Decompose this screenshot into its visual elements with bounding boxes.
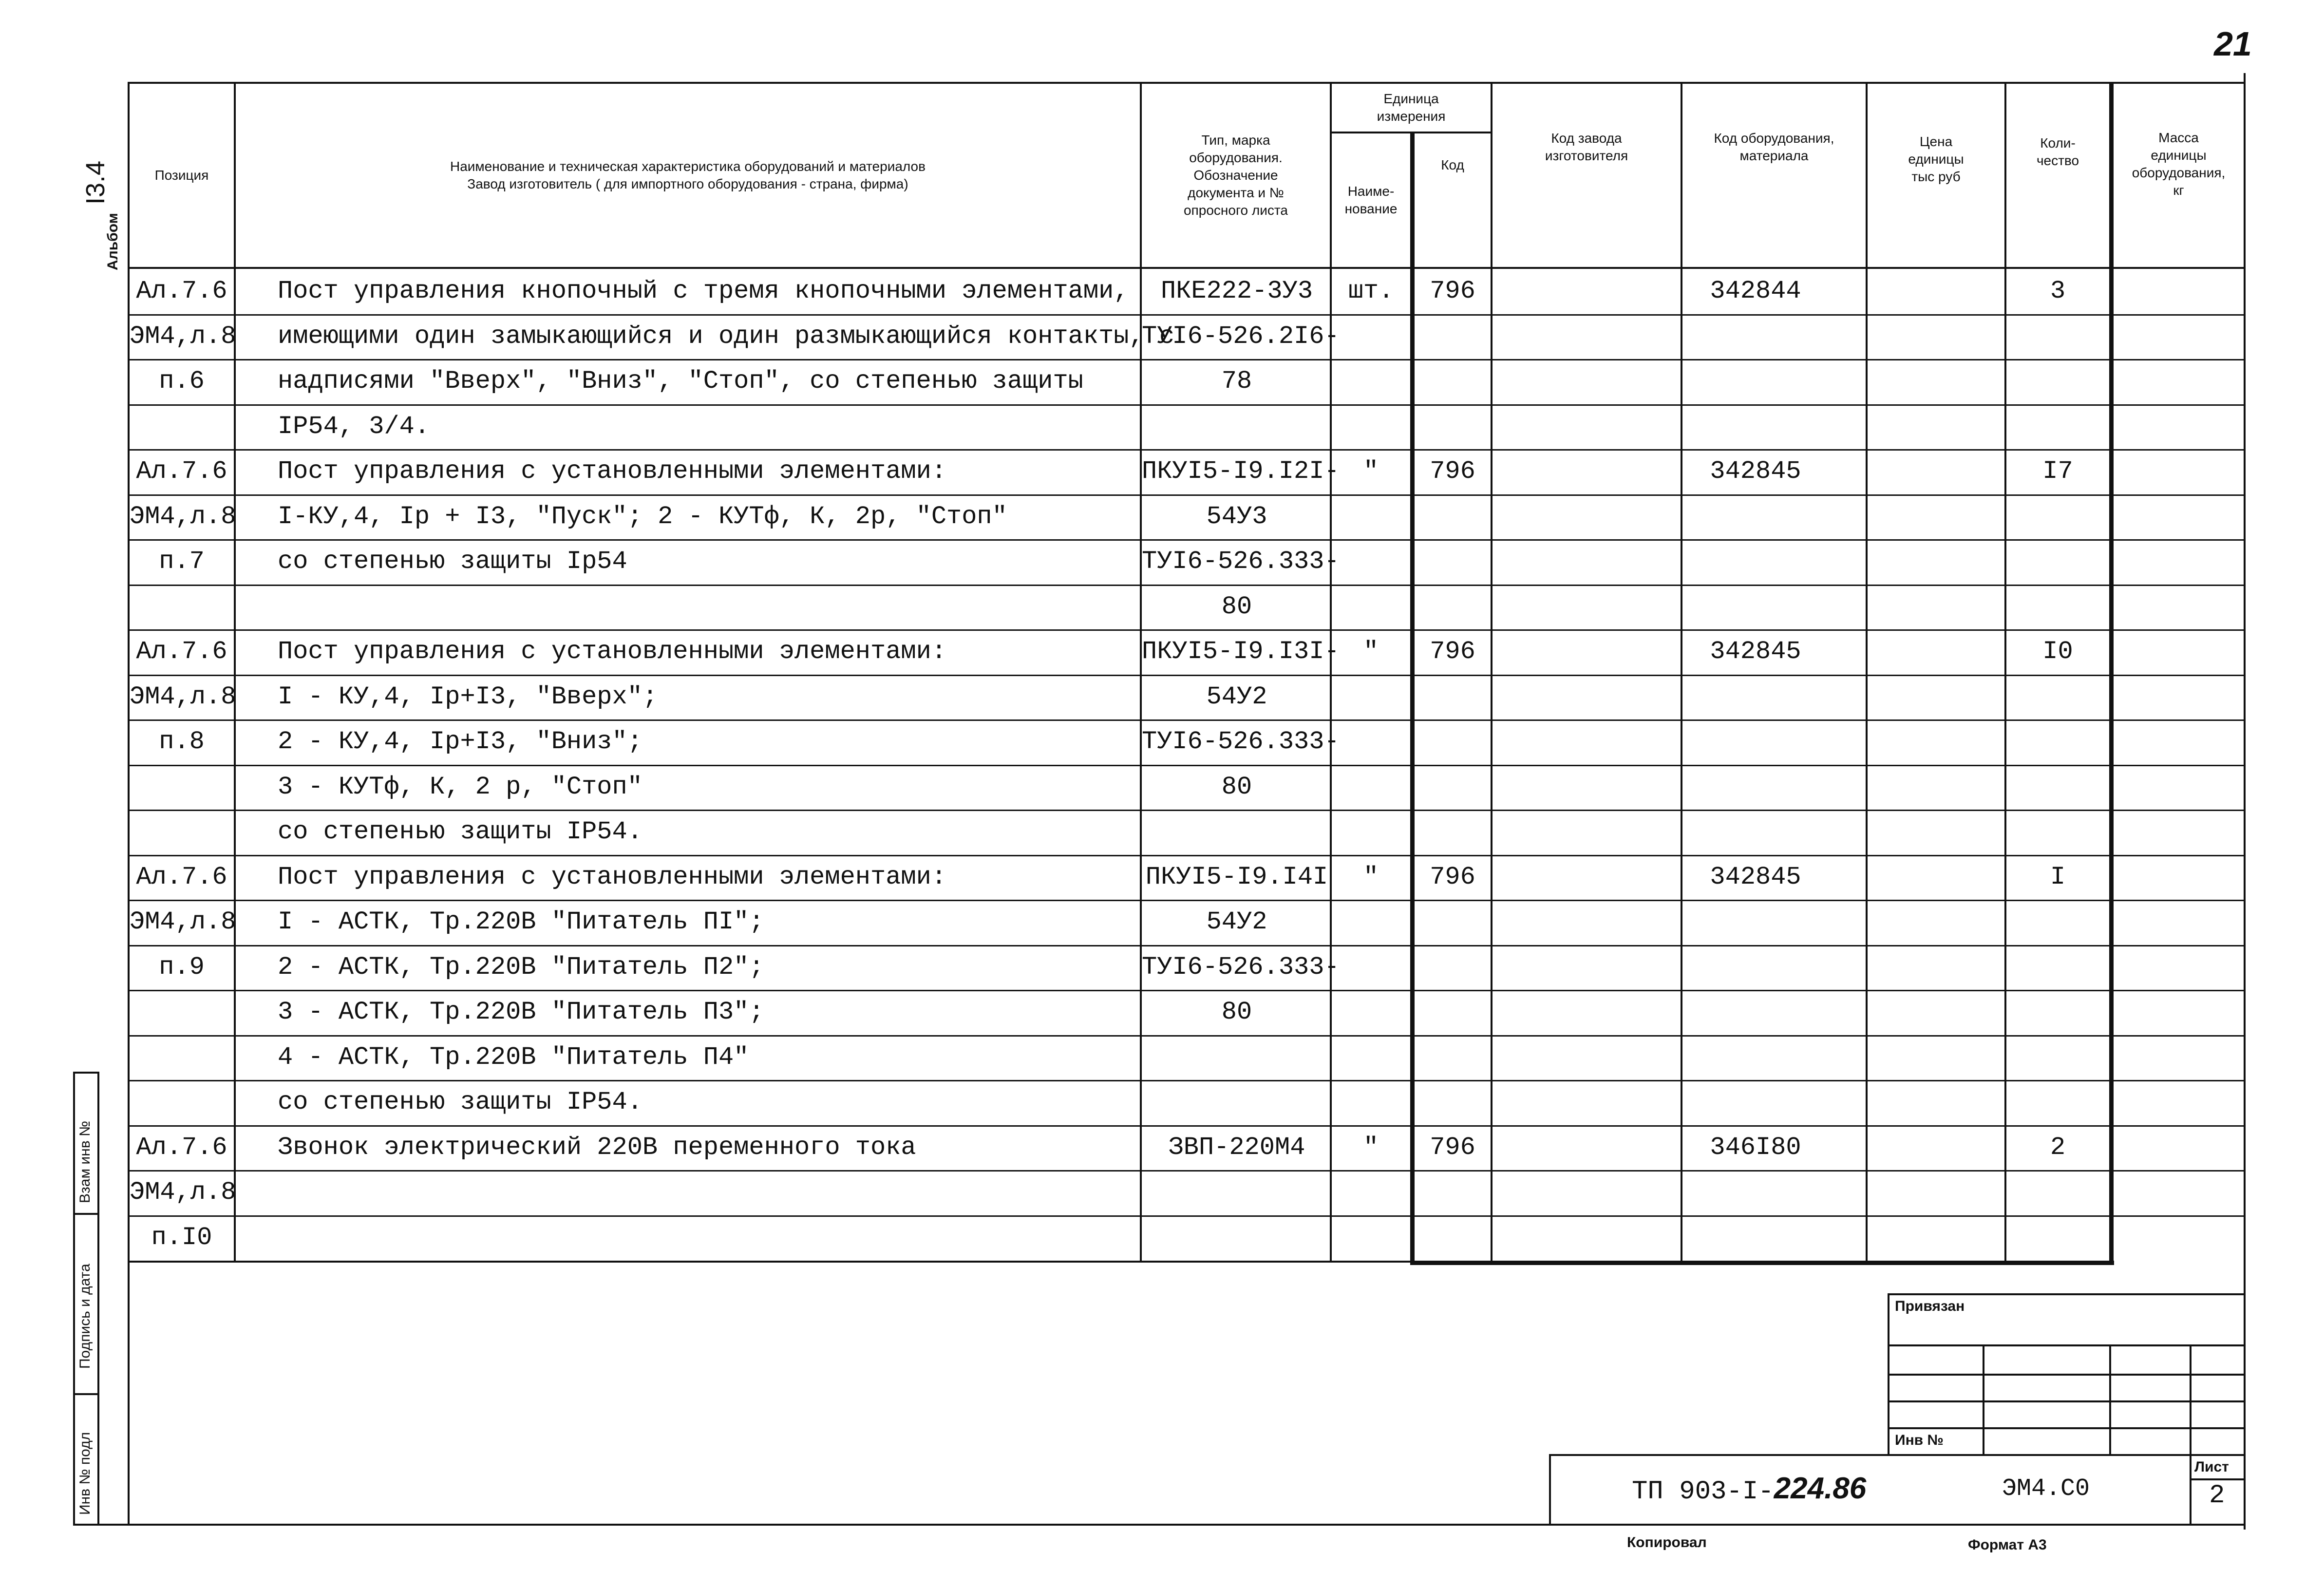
col-line <box>1491 82 1493 1261</box>
row-unit <box>1332 314 1410 359</box>
row-unit-code <box>1415 1215 1491 1260</box>
row-quantity <box>2006 494 2109 539</box>
row-equipment-code: 346I80 <box>1710 1133 1801 1162</box>
row-equipment-code <box>1682 900 1829 945</box>
row-type: 78 <box>1221 367 1252 396</box>
doc-prefix: ТП 903-I- <box>1632 1477 1774 1507</box>
header-name: Наименование и техническая характеристика оборудований и материалов Завод изготовитель ( для импортного оборудования - страна, фирма) <box>450 159 926 191</box>
row-name: IP54, 3/4. <box>278 412 430 441</box>
row-type: ТУI6-526.2I6- <box>1142 321 1340 351</box>
row-type: ПКУI5-I9.I2I- <box>1142 457 1340 486</box>
row-quantity <box>2006 990 2109 1035</box>
row-position: п.7 <box>159 547 205 576</box>
row-name: Пост управления кнопочный с тремя кнопочными элементами, <box>278 277 1129 305</box>
row-position <box>130 404 234 449</box>
row-equipment-code <box>1682 765 1829 810</box>
header-equipment-code: Код оборудования, материала <box>1714 131 1834 163</box>
row-position: п.9 <box>159 952 205 982</box>
row-type: 54У3 <box>1206 502 1267 531</box>
row-unit <box>1332 1080 1410 1125</box>
row-equipment-code <box>1682 675 1829 719</box>
row-unit-code <box>1415 1080 1491 1125</box>
row-name: Пост управления с установленными элементами: <box>278 862 947 891</box>
tb-line <box>1549 1454 1551 1524</box>
row-unit <box>1332 585 1410 629</box>
stamp-replacement: Взам инв № <box>77 1120 93 1203</box>
row-equipment-code <box>1682 539 1829 584</box>
col-line <box>1410 132 1415 1262</box>
row-unit-code <box>1415 1035 1491 1080</box>
row-position <box>130 1035 234 1080</box>
row-equipment-code <box>1682 1080 1829 1125</box>
row-name: Звонок электрический 220В переменного тока <box>278 1133 916 1162</box>
row-unit-code <box>1415 675 1491 719</box>
row-type: 54У2 <box>1206 907 1267 936</box>
row-quantity <box>2006 1035 2109 1080</box>
row-position <box>130 585 234 629</box>
row-equipment-code <box>1682 314 1829 359</box>
row-unit <box>1332 494 1410 539</box>
side-stamp-line <box>73 1072 97 1074</box>
row-quantity <box>2006 765 2109 810</box>
row-unit-code <box>1415 494 1491 539</box>
row-type: ПКУI5-I9.I3I- <box>1142 637 1340 666</box>
row-quantity <box>2006 404 2109 449</box>
header-unit-code: Код <box>1441 157 1464 172</box>
row-unit: " <box>1363 457 1379 486</box>
table-bottom <box>1410 1261 2114 1265</box>
tb-line <box>1549 1454 2244 1456</box>
row-unit <box>1332 719 1410 764</box>
side-stamp-line <box>73 1524 128 1526</box>
row-name: со степенью защиты Ip54 <box>278 547 627 576</box>
row-name: Пост управления с установленными элементами: <box>278 637 947 666</box>
row-equipment-code: 342845 <box>1710 862 1801 891</box>
row-quantity <box>2006 719 2109 764</box>
row-unit <box>1332 945 1410 990</box>
row-unit-code <box>1415 719 1491 764</box>
row-name <box>278 1215 1135 1260</box>
row-equipment-code <box>1682 990 1829 1035</box>
row-position: ЭМ4,л.8 <box>130 502 236 531</box>
row-unit-code <box>1415 314 1491 359</box>
row-unit <box>1332 1170 1410 1215</box>
row-type <box>1142 1080 1332 1125</box>
row-type: ЗВП-220М4 <box>1168 1133 1305 1162</box>
row-equipment-code: 342845 <box>1710 457 1801 486</box>
row-position: Ал.7.6 <box>136 1133 227 1162</box>
row-type: ТУI6-526.333- <box>1142 952 1340 982</box>
row-type: 54У2 <box>1206 682 1267 711</box>
row-name: со степенью защиты IP54. <box>278 817 642 846</box>
row-unit-code <box>1415 945 1491 990</box>
row-equipment-code <box>1682 1035 1829 1080</box>
header-position: Позиция <box>154 168 209 183</box>
row-type <box>1142 404 1332 449</box>
row-name: 2 - КУ,4, Ip+I3, "Вниз"; <box>278 727 642 756</box>
row-unit <box>1332 404 1410 449</box>
row-equipment-code <box>1682 810 1829 854</box>
title-inv: Инв № <box>1895 1432 1944 1448</box>
row-unit-code: 796 <box>1430 277 1475 305</box>
row-unit-code <box>1415 990 1491 1035</box>
frame-bottom <box>128 1524 2246 1526</box>
row-name: со степенью защиты IP54. <box>278 1088 642 1116</box>
row-name: I-КУ,4, Ip + I3, "Пуск"; 2 - КУТф, К, 2р, "Стоп" <box>278 502 1007 531</box>
stamp-signature-date: Подпись и дата <box>77 1264 93 1369</box>
header-unit-group: Единица измерения <box>1377 91 1446 124</box>
album-label: Альбом <box>105 213 121 270</box>
title-doc-code: ЭМ4.С0 <box>2002 1475 2090 1503</box>
side-stamp-line <box>97 1072 99 1525</box>
title-copied: Копировал <box>1627 1534 1707 1550</box>
row-position: ЭМ4,л.8 <box>130 682 236 711</box>
row-unit: " <box>1363 862 1379 891</box>
album-value: I3.4 <box>81 160 110 205</box>
side-stamp-line <box>73 1213 97 1215</box>
row-unit: " <box>1363 637 1379 666</box>
row-name: I - АСТК, Тр.220В "Питатель ПI"; <box>278 907 764 936</box>
row-quantity <box>2006 900 2109 945</box>
row-position: ЭМ4,л.8 <box>130 907 236 936</box>
row-position <box>130 810 234 854</box>
row-position <box>130 990 234 1035</box>
row-unit <box>1332 1035 1410 1080</box>
row-unit <box>1332 900 1410 945</box>
row-unit-code <box>1415 359 1491 404</box>
row-type <box>1142 1170 1332 1215</box>
row-position: Ал.7.6 <box>136 862 227 891</box>
row-quantity <box>2006 585 2109 629</box>
row-unit-code: 796 <box>1430 637 1475 666</box>
row-equipment-code <box>1682 719 1829 764</box>
header-type: Тип, марка оборудования. Обозначение документа и № опросного листа <box>1184 132 1288 218</box>
row-unit-code <box>1415 765 1491 810</box>
title-doc-number <box>1632 1471 1866 1507</box>
row-name: 3 - КУТф, К, 2 р, "Стоп" <box>278 772 642 801</box>
row-unit <box>1332 675 1410 719</box>
stamp-inv-original: Инв № подл <box>77 1432 93 1515</box>
row-position: Ал.7.6 <box>136 637 227 666</box>
title-sheet-value: 2 <box>2209 1481 2225 1511</box>
row-equipment-code <box>1682 1215 1829 1260</box>
row-unit <box>1332 765 1410 810</box>
tb-line <box>2109 1344 2111 1454</box>
header-price: Цена единицы тыс руб <box>1908 134 1964 184</box>
row-name: Пост управления с установленными элементами: <box>278 457 947 486</box>
row-position <box>130 765 234 810</box>
row-type: ТУI6-526.333- <box>1142 727 1340 756</box>
row-quantity: I7 <box>2042 457 2073 486</box>
row-unit-code: 796 <box>1430 862 1475 891</box>
row-position: Ал.7.6 <box>136 277 227 305</box>
col-line <box>2109 82 2114 1262</box>
tb-line <box>2190 1454 2192 1524</box>
row-quantity <box>2006 1080 2109 1125</box>
header-quantity: Коли- чество <box>2036 135 2079 168</box>
row-quantity: 2 <box>2050 1133 2066 1162</box>
page-number: 21 <box>2214 25 2252 63</box>
title-format: Формат А3 <box>1968 1537 2047 1553</box>
row-unit-code <box>1415 1170 1491 1215</box>
row-name: надписями "Вверх", "Вниз", "Стоп", со степенью защиты <box>278 367 1083 396</box>
row-unit-code <box>1415 539 1491 584</box>
row-equipment-code <box>1682 404 1829 449</box>
row-type <box>1142 810 1332 854</box>
row-name: I - КУ,4, Ip+I3, "Вверх"; <box>278 682 658 711</box>
row-quantity <box>2006 539 2109 584</box>
header-factory-code: Код завода изготовителя <box>1545 131 1628 163</box>
title-sheet-label: Лист <box>2194 1459 2229 1475</box>
tb-line <box>1983 1344 1984 1454</box>
title-attached: Привязан <box>1895 1298 1965 1314</box>
tb-line <box>2190 1344 2192 1454</box>
row-unit-code <box>1415 585 1491 629</box>
row-type: ПКУI5-I9.I4I <box>1145 862 1328 891</box>
row-equipment-code: 342844 <box>1710 277 1801 305</box>
side-stamp-line <box>73 1072 75 1525</box>
row-unit-code <box>1415 810 1491 854</box>
row-equipment-code: 342845 <box>1710 637 1801 666</box>
row-type: ТУI6-526.333- <box>1142 547 1340 576</box>
row-quantity: I <box>2050 862 2066 891</box>
row-unit: " <box>1363 1133 1379 1162</box>
row-unit-code <box>1415 404 1491 449</box>
row-position: п.I0 <box>151 1223 212 1252</box>
row-quantity: I0 <box>2042 637 2073 666</box>
row-type <box>1142 1035 1332 1080</box>
row-quantity <box>2006 1215 2109 1260</box>
row-name: 3 - АСТК, Тр.220В "Питатель П3"; <box>278 998 764 1026</box>
row-name: 4 - АСТК, Тр.220В "Питатель П4" <box>278 1042 749 1072</box>
row-name <box>278 585 1135 629</box>
header-mass: Масса единицы оборудования, кг <box>2132 130 2226 198</box>
row-equipment-code <box>1682 1170 1829 1215</box>
frame-right <box>2244 73 2246 1530</box>
row-quantity <box>2006 314 2109 359</box>
row-quantity <box>2006 675 2109 719</box>
table-bottom-thin <box>128 1261 1414 1263</box>
row-equipment-code <box>1682 945 1829 990</box>
tb-line <box>2190 1478 2244 1480</box>
side-stamp-line <box>73 1393 97 1395</box>
row-unit <box>1332 539 1410 584</box>
row-quantity <box>2006 810 2109 854</box>
row-unit <box>1332 1215 1410 1260</box>
row-position: ЭМ4,л.8 <box>130 321 236 351</box>
row-position: п.8 <box>159 727 205 756</box>
row-unit: шт. <box>1348 277 1394 305</box>
row-unit-code <box>1415 900 1491 945</box>
row-position: Ал.7.6 <box>136 457 227 486</box>
row-name: 2 - АСТК, Тр.220В "Питатель П2"; <box>278 952 764 982</box>
doc-number: 224.86 <box>1774 1472 1867 1505</box>
row-quantity <box>2006 359 2109 404</box>
row-unit-code: 796 <box>1430 457 1475 486</box>
row-unit <box>1332 359 1410 404</box>
row-name <box>278 1170 1135 1215</box>
row-quantity: 3 <box>2050 277 2066 305</box>
header-unit-name: Наиме- нование <box>1344 184 1398 216</box>
row-type: 80 <box>1221 998 1252 1026</box>
tb-line <box>1888 1293 2244 1295</box>
row-unit <box>1332 990 1410 1035</box>
row-unit-code: 796 <box>1430 1133 1475 1162</box>
row-type <box>1142 1215 1332 1260</box>
row-type: ПКЕ222-3У3 <box>1160 277 1313 305</box>
row-type: 80 <box>1221 772 1252 801</box>
row-equipment-code <box>1682 494 1829 539</box>
row-position: п.6 <box>159 367 205 396</box>
row-position <box>130 1080 234 1125</box>
row-equipment-code <box>1682 359 1829 404</box>
row-unit <box>1332 810 1410 854</box>
row-equipment-code <box>1682 585 1829 629</box>
row-name: имеющими один замыкающийся и один размыкающийся контакты, с <box>278 321 1175 351</box>
row-type: 80 <box>1221 592 1252 621</box>
row-quantity <box>2006 1170 2109 1215</box>
col-line <box>1866 82 1868 1261</box>
row-quantity <box>2006 945 2109 990</box>
row-position: ЭМ4,л.8 <box>130 1178 236 1207</box>
